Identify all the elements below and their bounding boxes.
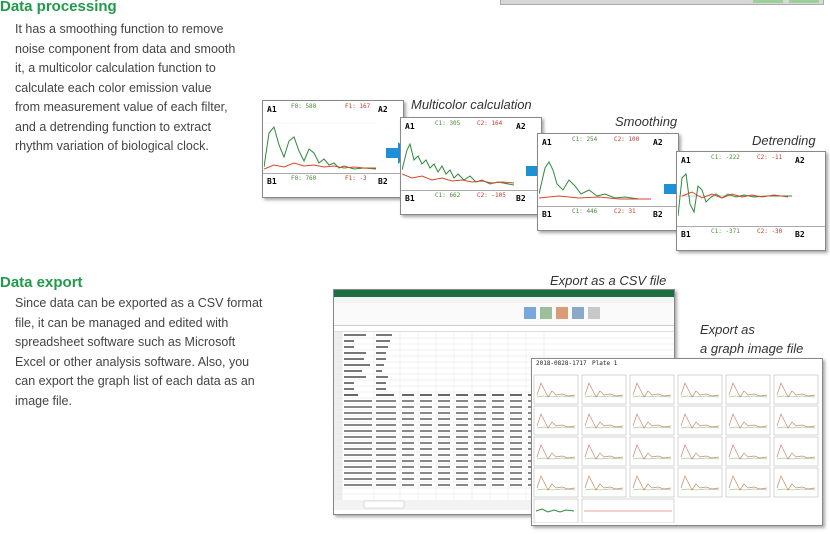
graph-panel-smoothing bbox=[537, 133, 679, 231]
well-meta: C2: 100 bbox=[614, 136, 640, 143]
graph-panel-detrending bbox=[676, 151, 826, 251]
export-line: spreadsheet software such as Microsoft bbox=[15, 335, 236, 349]
well-meta: F0: 760 bbox=[291, 175, 317, 182]
well-label: A1 bbox=[267, 105, 277, 114]
export-line: image file. bbox=[15, 393, 72, 408]
well-label: A1 bbox=[542, 138, 552, 147]
well-label: A2 bbox=[795, 156, 805, 165]
graph-panel-multicolor bbox=[400, 117, 542, 215]
well-label: A2 bbox=[516, 122, 526, 131]
well-meta: C1: 254 bbox=[572, 136, 598, 143]
processing-line: from measurement value of each filter, bbox=[15, 100, 228, 114]
well-meta: F1: -3 bbox=[345, 175, 367, 182]
well-meta: C2: -11 bbox=[757, 154, 783, 161]
well-label: B1 bbox=[542, 210, 552, 219]
export-line: Since data can be exported as a CSV format bbox=[15, 296, 263, 310]
graph-panel-raw bbox=[262, 100, 404, 198]
processing-line: It has a smoothing function to remove bbox=[15, 22, 224, 36]
well-label: A1 bbox=[681, 156, 691, 165]
graph-image-window bbox=[531, 358, 823, 526]
well-label: B2 bbox=[378, 177, 388, 186]
well-label: B2 bbox=[516, 194, 526, 203]
trace-plot bbox=[678, 164, 792, 226]
well-meta: C1: 662 bbox=[435, 192, 461, 199]
export-line: Excel or other analysis software. Also, you bbox=[15, 354, 250, 369]
well-label: A2 bbox=[378, 105, 388, 114]
export-heading: Data export bbox=[0, 274, 83, 291]
caption-image-2: a graph image file bbox=[700, 341, 804, 356]
well-meta: C2: 31 bbox=[614, 208, 636, 215]
trace-plot bbox=[402, 130, 514, 192]
processing-line: it, a multicolor calculation function to bbox=[15, 61, 216, 75]
ribbon bbox=[334, 303, 674, 326]
processing-line: rhythm variation of biological clock. bbox=[15, 139, 209, 153]
well-label: B2 bbox=[795, 230, 805, 239]
well-meta: F1: 167 bbox=[345, 103, 371, 110]
processing-heading: Data processing bbox=[0, 0, 117, 15]
caption-detrending: Detrending bbox=[752, 133, 816, 148]
well-label: B1 bbox=[267, 177, 277, 186]
window-remnant bbox=[500, 0, 824, 5]
well-meta: F0: 580 bbox=[291, 103, 317, 110]
export-line: file, it can be managed and edited with bbox=[15, 315, 229, 330]
well-meta: C2: 164 bbox=[477, 120, 503, 127]
well-meta: C2: -105 bbox=[477, 192, 506, 199]
well-meta: C1: -222 bbox=[711, 154, 740, 161]
trace-plot bbox=[539, 146, 651, 208]
well-meta: C1: 305 bbox=[435, 120, 461, 127]
export-line: can export the graph list of each data as an bbox=[15, 374, 255, 388]
well-label: B1 bbox=[681, 230, 691, 239]
ribbon-title-bar bbox=[334, 290, 674, 297]
processing-line: and a detrending function to extract bbox=[15, 119, 211, 134]
graph-window-plate: Plate 1 bbox=[592, 360, 618, 367]
processing-line: noise component from data and smooth bbox=[15, 41, 236, 56]
thumbnail-grid bbox=[532, 373, 822, 523]
well-meta: C1: 446 bbox=[572, 208, 598, 215]
processing-text bbox=[15, 20, 255, 157]
well-meta: C2: -30 bbox=[757, 228, 783, 235]
well-meta: C1: -371 bbox=[711, 228, 740, 235]
well-label: B2 bbox=[653, 210, 663, 219]
trace-plot bbox=[264, 113, 376, 175]
caption-multicolor: Multicolor calculation bbox=[411, 97, 532, 112]
well-label: B1 bbox=[405, 194, 415, 203]
caption-csv: Export as a CSV file bbox=[550, 273, 667, 288]
well-label: A1 bbox=[405, 122, 415, 131]
caption-image-1: Export as bbox=[700, 322, 755, 337]
caption-smoothing: Smoothing bbox=[615, 114, 678, 129]
graph-window-title: 2018-0828-1717 bbox=[536, 360, 587, 367]
well-label: A2 bbox=[653, 138, 663, 147]
processing-line: calculate each color emission value bbox=[15, 80, 212, 95]
export-text bbox=[15, 294, 296, 411]
